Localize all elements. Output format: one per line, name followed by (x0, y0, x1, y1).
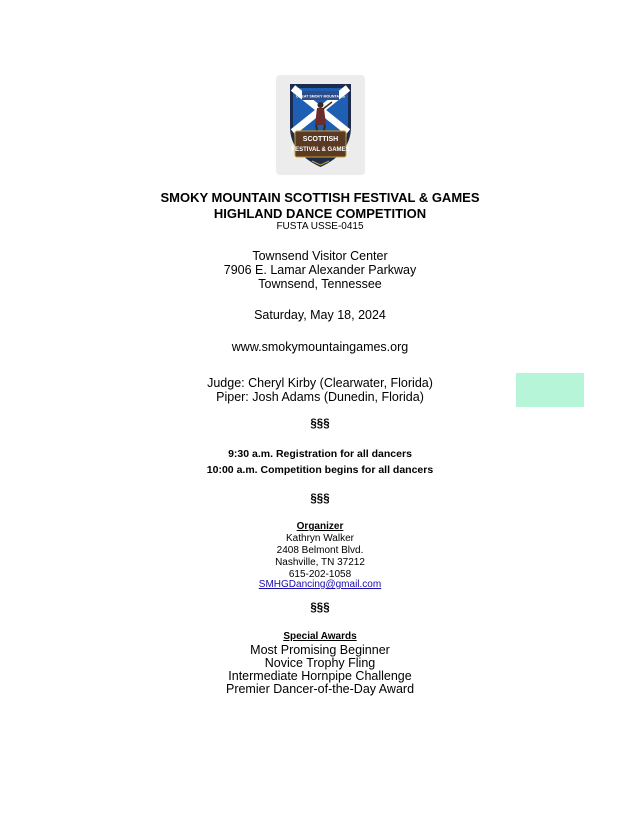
section-separator: §§§ (310, 602, 330, 614)
organizer-phone: 615-202-1058 (288, 569, 352, 580)
logo-top-text: GREAT SMOKY MOUNTAINS (296, 94, 345, 99)
award-item: Most Promising Beginner (250, 643, 390, 657)
festival-crest-icon (276, 75, 365, 175)
award-item: Intermediate Hornpipe Challenge (228, 669, 412, 683)
sanction-code: FUSTA USSE-0415 (276, 221, 364, 232)
piper-line: Piper: Josh Adams (Dunedin, Florida) (216, 390, 424, 404)
award-item: Premier Dancer-of-the-Day Award (225, 682, 415, 696)
logo-line2: FESTIVAL & GAMES (291, 147, 350, 153)
section-separator: §§§ (310, 493, 330, 505)
judge-line: Judge: Cheryl Kirby (Clearwater, Florida) (207, 376, 433, 390)
venue-street: 7906 E. Lamar Alexander Parkway (223, 263, 417, 277)
schedule-registration: 9:30 a.m. Registration for all dancers (228, 448, 412, 460)
event-title: SMOKY MOUNTAIN SCOTTISH FESTIVAL & GAMES (160, 190, 480, 205)
organizer-heading: Organizer (296, 521, 344, 532)
event-website: www.smokymountaingames.org (231, 340, 409, 354)
logo-line1: SCOTTISH (302, 136, 339, 143)
award-item: Novice Trophy Fling (264, 656, 376, 670)
section-separator: §§§ (310, 418, 330, 430)
highlight-box (516, 373, 584, 407)
awards-heading: Special Awards (283, 631, 357, 642)
festival-logo (276, 75, 365, 175)
schedule-competition: 10:00 a.m. Competition begins for all dancers (206, 464, 434, 476)
organizer-city: Nashville, TN 37212 (275, 557, 365, 568)
venue-city: Townsend, Tennessee (258, 277, 382, 291)
organizer-street: 2408 Belmont Blvd. (276, 545, 364, 556)
organizer-email-link[interactable]: SMHGDancing@gmail.com (258, 579, 382, 590)
event-date: Saturday, May 18, 2024 (254, 308, 386, 322)
event-subtitle: HIGHLAND DANCE COMPETITION (213, 206, 427, 221)
venue-name: Townsend Visitor Center (252, 249, 388, 263)
organizer-name: Kathryn Walker (286, 533, 354, 544)
